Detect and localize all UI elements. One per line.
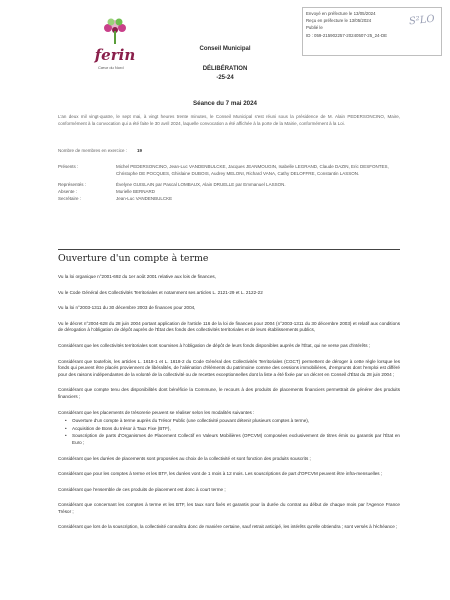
list-item: • Ouverture d'un compte à terme auprès du Trésor Public (une collectivité pouvant détenir plusieurs comptes à terme),	[72, 418, 400, 425]
attendance-key: Présents :	[58, 164, 79, 169]
attendance-row	[58, 189, 402, 196]
body-paragraph: Considérant que toutefois, les articles L. 1618-1 et L. 1618-2 du Code Général des Collectivités Territoriales (CGCT) permettent de déroger à cette règle lorsque les fonds qui peuvent être placés proviennent de libéralités, de l'aliénation d'éléments du patrimoine comme des cessions immobilières, d'emprunts dont l'emploi est différé pour des raisons indépendantes de la volonté de la collectivité ou de recettes exceptionnelles dont la liste a été fixée par un décret en Conseil d'État du 28 juin 2004 ;	[58, 358, 400, 377]
body-paragraph: Considérant que compte tenu des disponibilités dont bénéficie la Commune, le recours à des produits de placements financiers permettrait de générer des produits financiers ;	[58, 387, 400, 399]
stamp-line: ID : 059-215902257-20240507-25_24-DE	[306, 32, 388, 38]
body-paragraph: Vu la loi n°2003-1311 du 30 décembre 2003 de finances pour 2004,	[58, 305, 196, 311]
attendance-row	[58, 196, 402, 203]
list-item: • Souscription de parts d'Organismes de Placement Collectif en Valeurs Mobilières (OPCVM) composées exclusivement de titres émis ou garantis par l'État en Euro ;	[72, 433, 400, 446]
body-paragraph: Considérant que concernant les comptes à terme et les BTF, les taux sont fixés et garantis pour la durée du contrat au début de chaque mois par l'Agence France Trésor ;	[58, 502, 400, 514]
attendance-value: Jean-Luc VANDENBULCKE	[116, 195, 173, 201]
attendance-value: Évelyne GUISLAIN par Pascal LOMBAUX, Alain DRUELLE par Emmanuel LASSON.	[116, 181, 286, 187]
placement-options-list	[58, 418, 400, 446]
council-heading: Conseil Municipal	[199, 46, 251, 52]
attendance-key: Secrétaire :	[58, 195, 82, 201]
attendance-key: Absente :	[58, 188, 78, 194]
body-paragraph: Considérant que les placements de trésorerie peuvent se réaliser selon les modalités suivantes :	[58, 409, 255, 415]
attendance-key: Représentés :	[58, 181, 87, 187]
attendance-row	[58, 182, 402, 189]
body-paragraph: Considérant que lors de la souscription, la collectivité connaîtra donc de manière certaine, sauf retrait anticipé, les intérêts qu'elle obtiendra ; sont versés à l'échéance ;	[58, 524, 398, 530]
title-divider	[58, 249, 400, 250]
attendance-row	[58, 164, 402, 177]
member-count-label: Nombre de membres en exercice :	[58, 148, 128, 153]
deliberation-body	[58, 274, 400, 540]
deliberation-title: Ouverture d'un compte à terme	[58, 253, 209, 264]
body-paragraph: Vu la loi organique n°2001-692 du 1er août 2001 relative aux lois de finances,	[58, 274, 216, 279]
stamp-line: Reçu en préfecture le 13/05/2024	[306, 18, 372, 24]
logo-flower-icon	[92, 16, 138, 50]
member-count-value: 19	[137, 148, 143, 153]
attendance-value: Murielle BERNARD	[116, 188, 156, 194]
stamp-signature: S²LO	[408, 13, 436, 28]
attendance-list	[58, 164, 402, 203]
body-paragraph: Vu le Code Général des Collectivités Territoriales et notamment ses articles L. 2121-29 et L. 2122-22	[58, 289, 263, 295]
intro-paragraph: L'an deux mil vingt-quatre, le sept mai, à vingt heures trente minutes, le Conseil Municipal s'est réuni sous la présidence de M. Alain PEDERSONCINO, Maire, conformément à la convocation qui a été faite le 30 avril 2024, laquelle convocation a été affichée à la porte de la Mairie, conformément à la Loi.	[58, 114, 400, 126]
logo-wordmark: ferin	[94, 46, 136, 64]
list-item: • Acquisition de Bons du trésor à Taux Fixe (BTF),	[72, 426, 400, 433]
attendance-value: Michel PEDERSONCINO, Jean-Luc VANDENBULCKE, Jacques JEANMOUGIN, Isabelle LEGRAND, Claude DAZIN, Eric DESFONTES, Christophe DE POCQUES, Ghislaine DUBOIS, Audrey MELONI, Richard VANA, Cathy DELOFFRE, Constantin LASSON.	[116, 164, 389, 176]
body-paragraph: Vu le décret n°2004-628 du 28 juin 2004 portant application de l'article 116 de la loi de finances pour 2004 (n°2003-1311 du 30 décembre 2003) et relatif aux conditions de dérogation à l'obligation de dépôt auprès de l'État des fonds des collectivités territoriales et de leurs établissements publics,	[58, 320, 400, 333]
commune-logo	[92, 16, 138, 72]
deliberation-heading: DÉLIBÉRATION	[202, 66, 248, 72]
session-date: Séance du 7 mai 2024	[193, 100, 257, 107]
deliberation-number: -25-24	[216, 75, 234, 81]
body-paragraph: Considérant que les durées de placements sont proposées au choix de la collectivité et sont fonction des produits souscrits ;	[58, 455, 311, 461]
logo-tagline: Cœur du Nord	[98, 65, 124, 70]
body-paragraph: Considérant que les collectivités territoriales sont soumises à l'obligation de dépôt de leurs fonds disponibles auprès de l'État, qui ne verse pas d'intérêts ;	[58, 342, 371, 348]
body-paragraph: Considérant que l'ensemble de ces produits de placement est donc à court terme ;	[58, 486, 226, 492]
body-paragraph: Considérant que pour les comptes à terme et les BTF, les durées vont de 1 mois à 12 mois. Les souscriptions de part d'OPCVM peuvent être infra-mensuelles ;	[58, 471, 383, 477]
member-count	[58, 148, 142, 153]
stamp-line: Envoyé en préfecture le 13/05/2024	[306, 11, 376, 16]
stamp-line: Publié le	[306, 25, 323, 31]
